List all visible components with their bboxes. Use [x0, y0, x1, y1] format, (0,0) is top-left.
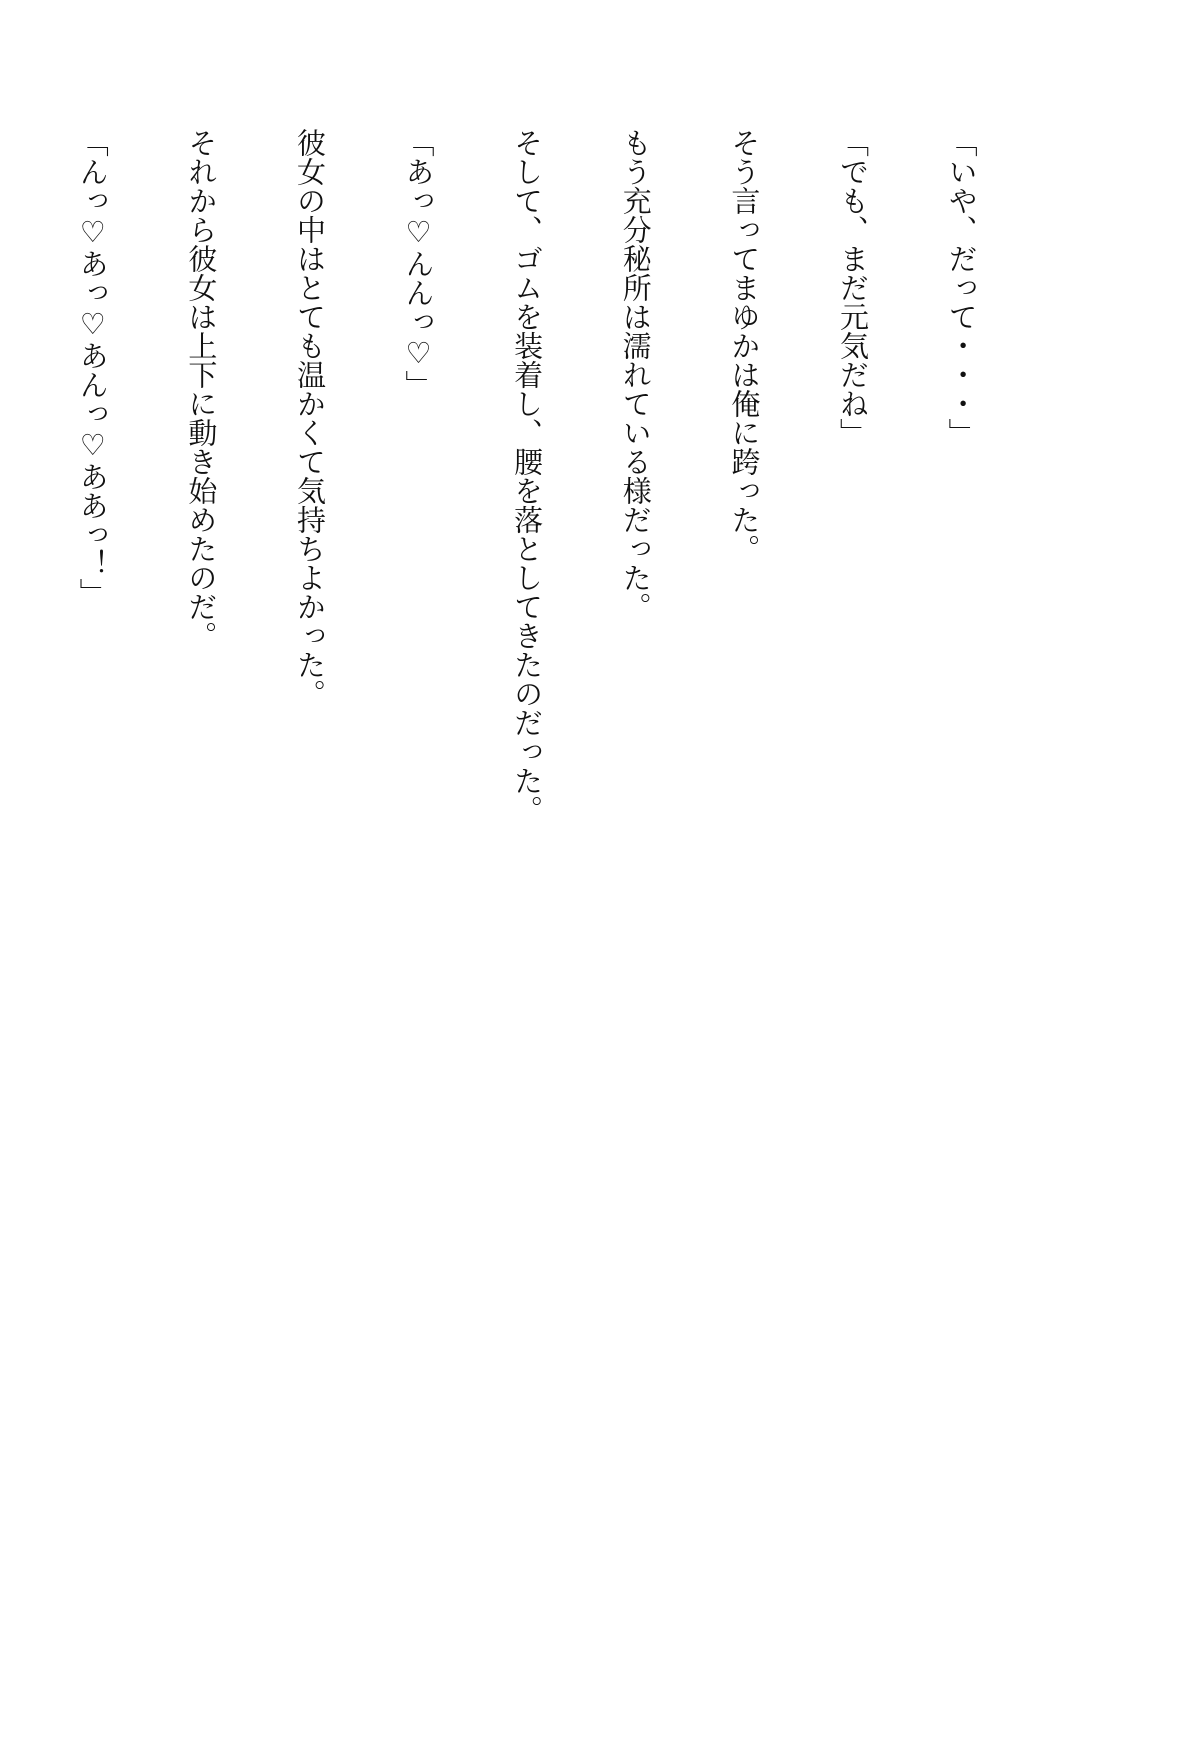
- text-line: そう言ってまゆかは俺に跨った。: [727, 128, 762, 563]
- text-line: 「いや、だって・・・」: [944, 128, 979, 447]
- text-line: それから彼女は上下に動き始めたのだ。: [184, 128, 219, 650]
- vertical-text-body: [0, 128, 1052, 1128]
- text-line: 「でも、まだ元気だね」: [835, 128, 870, 447]
- text-line: 「あっ♡んんっ♡」: [401, 128, 436, 399]
- text-line: もう充分秘所は濡れている様だった。: [618, 128, 653, 621]
- text-line: [0, 128, 2, 1128]
- text-line: 「んっ♡あっ♡あんっ♡ああっ！」: [75, 128, 110, 607]
- text-line: 彼女の中はとても温かくて気持ちよかった。: [292, 128, 327, 708]
- text-line: そして、ゴムを装着し、腰を落としてきたのだった。: [510, 128, 545, 824]
